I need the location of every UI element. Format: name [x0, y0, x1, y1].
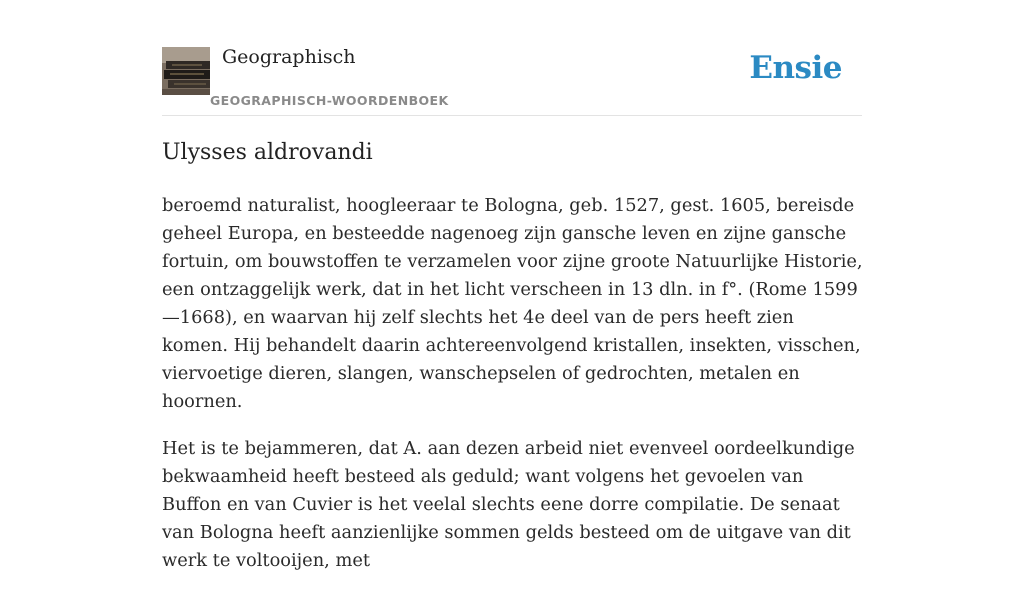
entry-title: Ulysses aldrovandi — [162, 140, 373, 165]
brand-logo[interactable]: Ensie — [749, 50, 842, 86]
entry-paragraph: Het is te bejammeren, dat A. aan dezen arbeid niet evenveel oordeelkundige bekwaamheid heeft besteed als geduld; want volgens het gevoelen van Buffon en van Cuvier is het veelal slechts eene dorre compilatie. De senaat van Bologna heeft aanzienlijke sommen gelds besteed om de uitgave van dit werk te voltooijen, met — [162, 438, 855, 571]
source-title[interactable]: Geographisch — [222, 46, 356, 68]
site-header — [162, 0, 862, 116]
books-photo-icon — [162, 47, 210, 95]
source-subtitle[interactable]: GEOGRAPHISCH-WOORDENBOEK — [210, 93, 449, 108]
entry-body — [162, 192, 864, 594]
entry-paragraph: beroemd naturalist, hoogleeraar te Bologna, geb. 1527, gest. 1605, bereisde geheel Europa, en besteedde nagenoeg zijn gansche leven en zijne gansche fortuin, om bouwstoffen te verzamelen voor zijne groote Natuurlijke Historie, een ontzaggelijk werk, dat in het licht verscheen in 13 dln. in f°. (Rome 1599—1668), en waarvan hij zelf slechts het 4e deel van de pers heeft zien komen. Hij behandelt daarin achtereenvolgend kristallen, insekten, visschen, viervoetige dieren, slangen, wanschepselen of gedrochten, metalen en hoornen. — [162, 195, 863, 412]
source-avatar[interactable] — [162, 47, 210, 95]
